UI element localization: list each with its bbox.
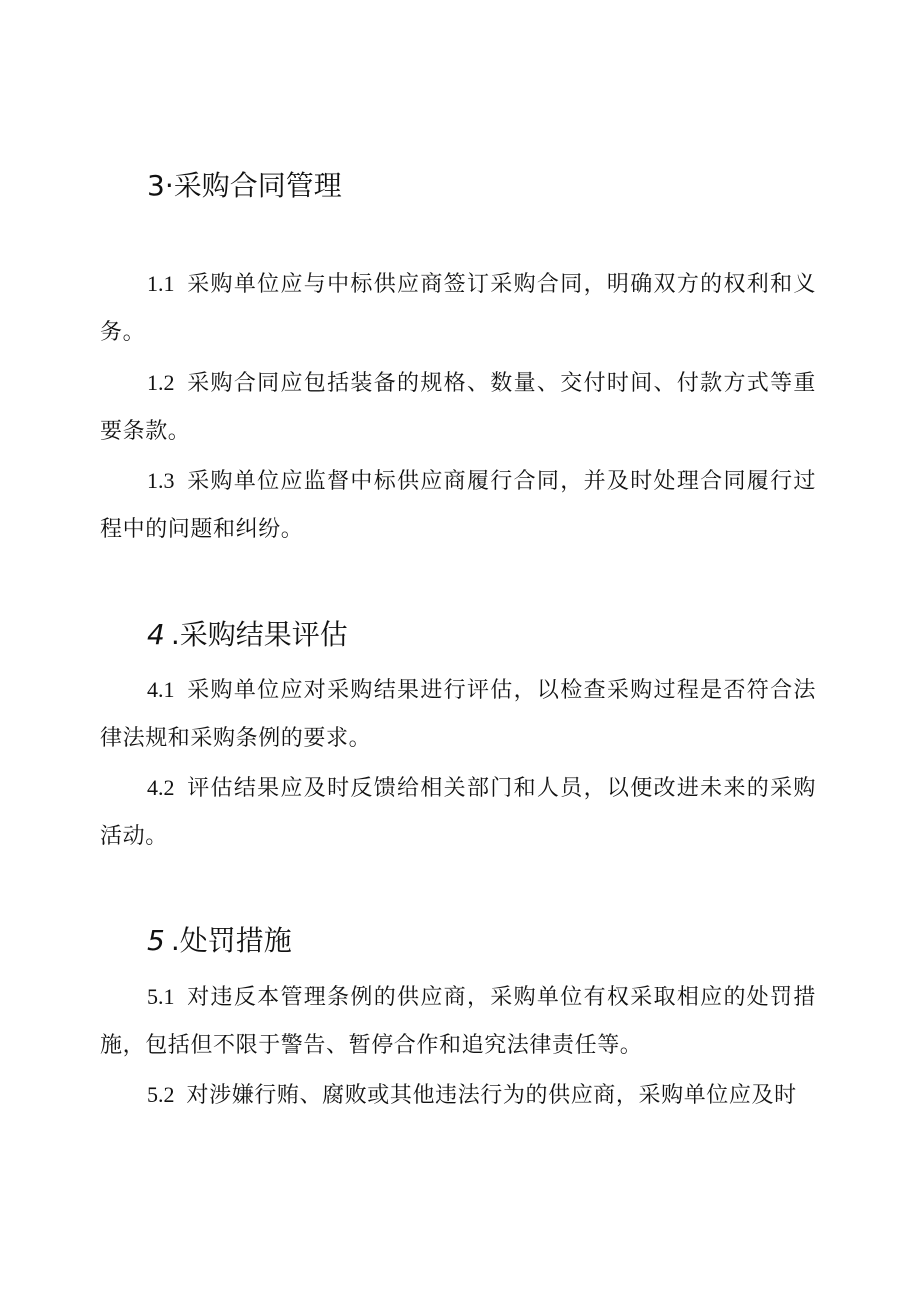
clause-1-3	[100, 457, 816, 554]
section-3-heading	[147, 168, 342, 204]
clause-1-1-number: 1.1	[147, 271, 175, 296]
clause-4-2-text: 评估结果应及时反馈给相关部门和人员，以便改进未来的采购活动。	[100, 776, 816, 849]
section-5-number: 5	[147, 924, 165, 957]
clause-4-1	[100, 666, 816, 763]
clause-1-1-text: 采购单位应与中标供应商签订采购合同，明确双方的权利和义务。	[100, 272, 816, 345]
clause-5-1-text: 对违反本管理条例的供应商，采购单位有权采取相应的处罚措施，包括但不限于警告、暂停合作和追究法律责任等。	[100, 985, 816, 1058]
clause-5-2	[100, 1071, 816, 1120]
clause-1-3-number: 1.3	[147, 468, 175, 493]
clause-5-1	[100, 973, 816, 1070]
clause-1-1	[100, 260, 816, 357]
clause-5-2-text: 对涉嫌行贿、腐败或其他违法行为的供应商，采购单位应及时	[186, 1083, 797, 1108]
clause-4-1-number: 4.1	[147, 677, 175, 702]
clause-1-3-text: 采购单位应监督中标供应商履行合同，并及时处理合同履行过程中的问题和纠纷。	[100, 469, 816, 542]
section-4-number: 4	[147, 618, 165, 651]
clause-4-2-number: 4.2	[147, 775, 175, 800]
clause-5-1-number: 5.1	[147, 984, 175, 1009]
section-4-title: .采购结果评估	[170, 618, 348, 651]
section-5-heading	[147, 923, 292, 959]
clause-4-1-text: 采购单位应对采购结果进行评估，以检查采购过程是否符合法律法规和采购条例的要求。	[100, 678, 816, 751]
section-3-title: 采购合同管理	[173, 169, 342, 202]
clause-1-2-text: 采购合同应包括装备的规格、数量、交付时间、付款方式等重要条款。	[100, 371, 816, 444]
clause-5-2-number: 5.2	[147, 1082, 175, 1107]
clause-4-2	[100, 764, 816, 861]
section-4-heading	[147, 617, 348, 653]
clause-1-2	[100, 359, 816, 456]
section-3-number: 3·	[147, 169, 174, 202]
section-5-title: .处罚措施	[170, 924, 292, 957]
clause-1-2-number: 1.2	[147, 370, 175, 395]
